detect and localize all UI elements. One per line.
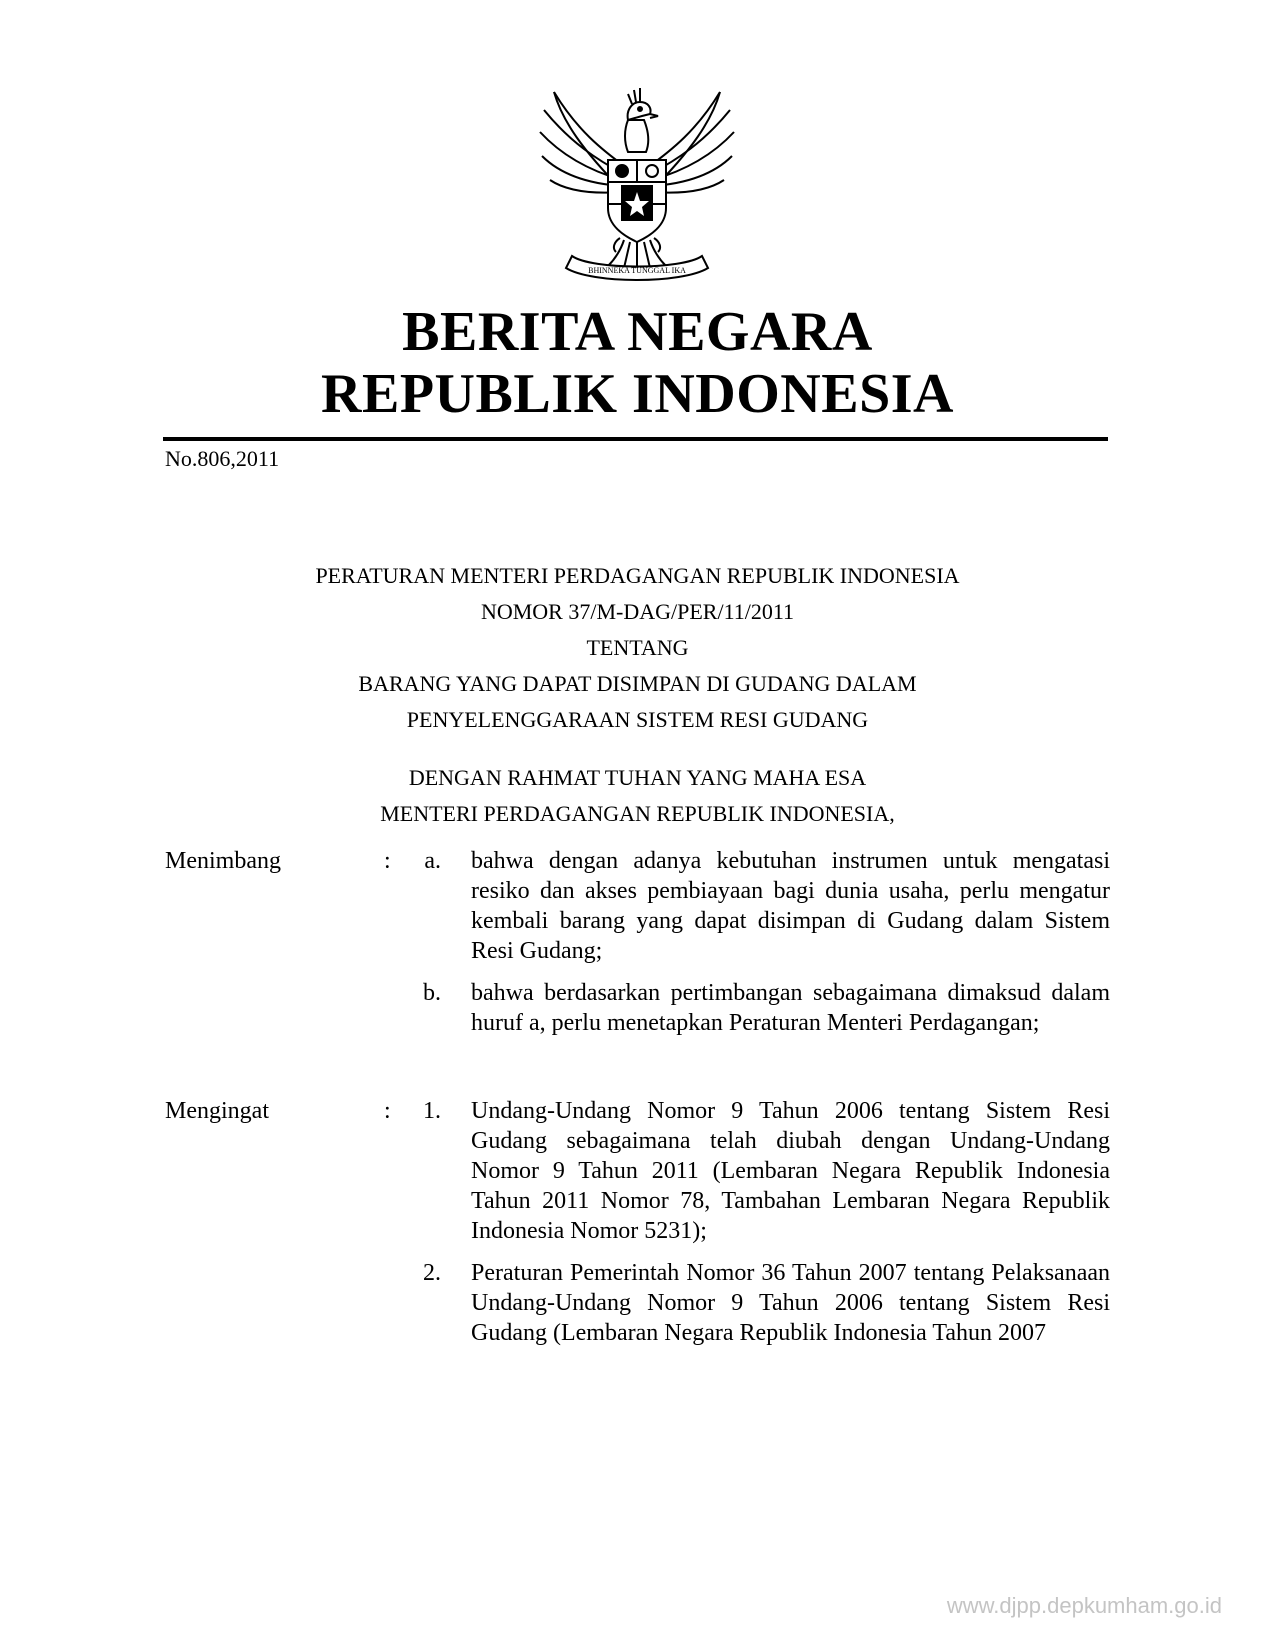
issue-number: No.806,2011 bbox=[165, 446, 280, 471]
item-text: bahwa dengan adanya kebutuhan instrumen untuk mengatasi resiko dan akses pembiayaan bagi dunia usaha, perlu mengatur kembali barang yang dapat disimpan di Gudang dalam Sistem Resi Gudang; bbox=[471, 848, 1110, 964]
regulation-subject-line: PENYELENGGARAAN SISTEM RESI GUDANG bbox=[406, 707, 869, 732]
preamble-authority: MENTERI PERDAGANGAN REPUBLIK INDONESIA, bbox=[380, 801, 895, 826]
list-item bbox=[165, 1096, 1110, 1246]
section-colon: : bbox=[384, 848, 391, 874]
item-marker: 2. bbox=[423, 1260, 441, 1286]
masthead-title-line1: BERITA NEGARA bbox=[402, 301, 873, 363]
regulation-about: TENTANG bbox=[586, 635, 689, 660]
section-label: Mengingat bbox=[165, 1098, 269, 1124]
masthead-title-line2: REPUBLIK INDONESIA bbox=[321, 363, 954, 425]
regulation-title-line: PERATURAN MENTERI PERDAGANGAN REPUBLIK INDONESIA bbox=[315, 563, 960, 588]
regulation-number: NOMOR 37/M-DAG/PER/11/2011 bbox=[480, 599, 795, 624]
menimbang-section bbox=[165, 846, 1110, 1038]
regulation-title bbox=[0, 558, 1275, 738]
footer-url: www.djpp.depkumham.go.id bbox=[946, 1593, 1222, 1618]
preamble-heading bbox=[0, 760, 1275, 832]
masthead-divider bbox=[163, 437, 1108, 441]
list-item bbox=[165, 846, 1110, 966]
section-label: Menimbang bbox=[165, 848, 281, 874]
item-marker: b. bbox=[423, 980, 441, 1006]
section-colon: : bbox=[384, 1098, 391, 1124]
list-item bbox=[165, 1258, 1110, 1348]
item-marker: 1. bbox=[423, 1098, 441, 1124]
list-item bbox=[165, 978, 1110, 1038]
svg-text:BHINNEKA TUNGGAL IKA: BHINNEKA TUNGGAL IKA bbox=[588, 266, 686, 275]
preamble-invocation: DENGAN RAHMAT TUHAN YANG MAHA ESA bbox=[408, 765, 867, 790]
item-text: Peraturan Pemerintah Nomor 36 Tahun 2007 tentang Pelaksanaan Undang-Undang Nomor 9 Tahun 2006 tentang Sistem Resi Gudang (Lembaran Negara Republik Indonesia Tahun 2007 bbox=[471, 1260, 1110, 1346]
item-marker: a. bbox=[424, 848, 441, 874]
regulation-subject-line: BARANG YANG DAPAT DISIMPAN DI GUDANG DALAM bbox=[358, 671, 917, 696]
item-text: Undang-Undang Nomor 9 Tahun 2006 tentang Sistem Resi Gudang sebagaimana telah diubah dengan Undang-Undang Nomor 9 Tahun 2011 (Lembaran Negara Republik Indonesia Tahun 2011 Nomor 78, Tambahan Lembaran Negara Republik Indonesia Nomor 5231); bbox=[471, 1098, 1110, 1244]
item-text: bahwa berdasarkan pertimbangan sebagaimana dimaksud dalam huruf a, perlu menetapkan Peraturan Menteri Perdagangan; bbox=[471, 980, 1110, 1036]
garuda-emblem-icon bbox=[532, 80, 742, 285]
mengingat-section bbox=[165, 1096, 1110, 1348]
